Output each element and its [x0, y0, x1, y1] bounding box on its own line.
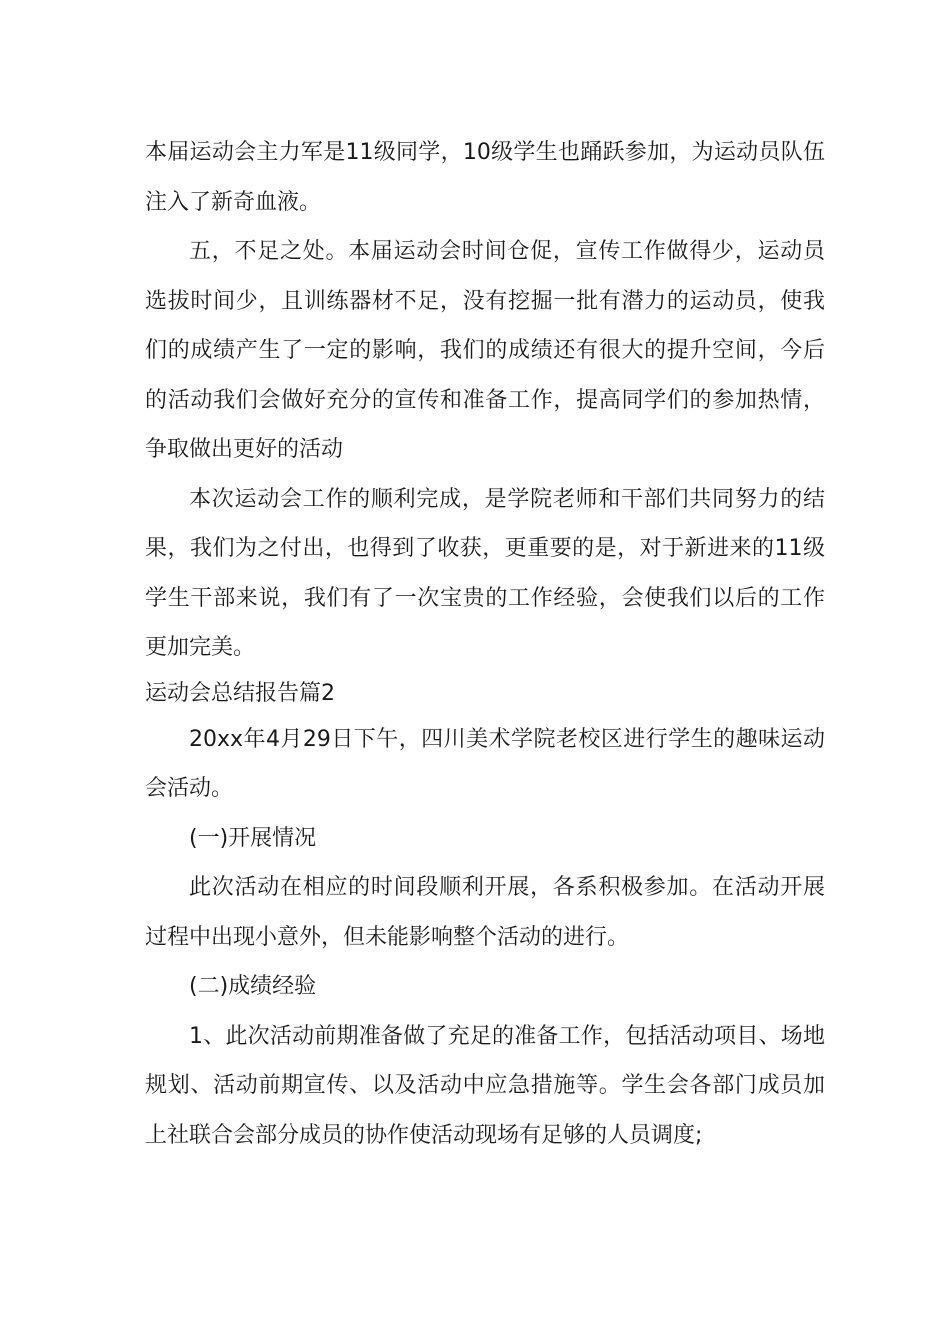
document-body: [145, 128, 825, 1160]
subheading-experience: (二)成绩经验: [189, 974, 317, 999]
paragraph-participants: 本届运动会主力军是11级同学，10级学生也踊跃参加，为运动员队伍注入了新奇血液。: [145, 140, 825, 215]
section-title: 运动会总结报告篇2: [145, 680, 335, 706]
paragraph-experience-1: 1、此次活动前期准备做了充足的准备工作，包括活动项目、场地规划、活动前期宣传、以及活动中应急措施等。学生会各部门成员加上社联合会部分成员的协作使活动现场有足够的人员调度;: [145, 1023, 825, 1148]
paragraph-status: 此次活动在相应的时间段顺利开展，各系积极参加。在活动开展过程中出现小意外，但未能影响整个活动的进行。: [145, 875, 825, 950]
paragraph-shortcomings: 五，不足之处。本届运动会时间仓促，宣传工作做得少，运动员选拔时间少，且训练器材不足，没有挖掘一批有潜力的运动员，使我们的成绩产生了一定的影响，我们的成绩还有很大的提升空间，今后的活动我们会做好充分的宣传和准备工作，提高同学们的参加热情，争取做出更好的活动: [145, 239, 825, 462]
paragraph-conclusion: 本次运动会工作的顺利完成，是学院老师和干部们共同努力的结果，我们为之付出，也得到了收获，更重要的是，对于新进来的11级学生干部来说，我们有了一次宝贵的工作经验，会使我们以后的工作更加完美。: [145, 486, 825, 660]
paragraph-event-intro: 20xx年4月29日下午，四川美术学院老校区进行学生的趣味运动会活动。: [145, 726, 825, 801]
subheading-status: (一)开展情况: [189, 825, 317, 851]
